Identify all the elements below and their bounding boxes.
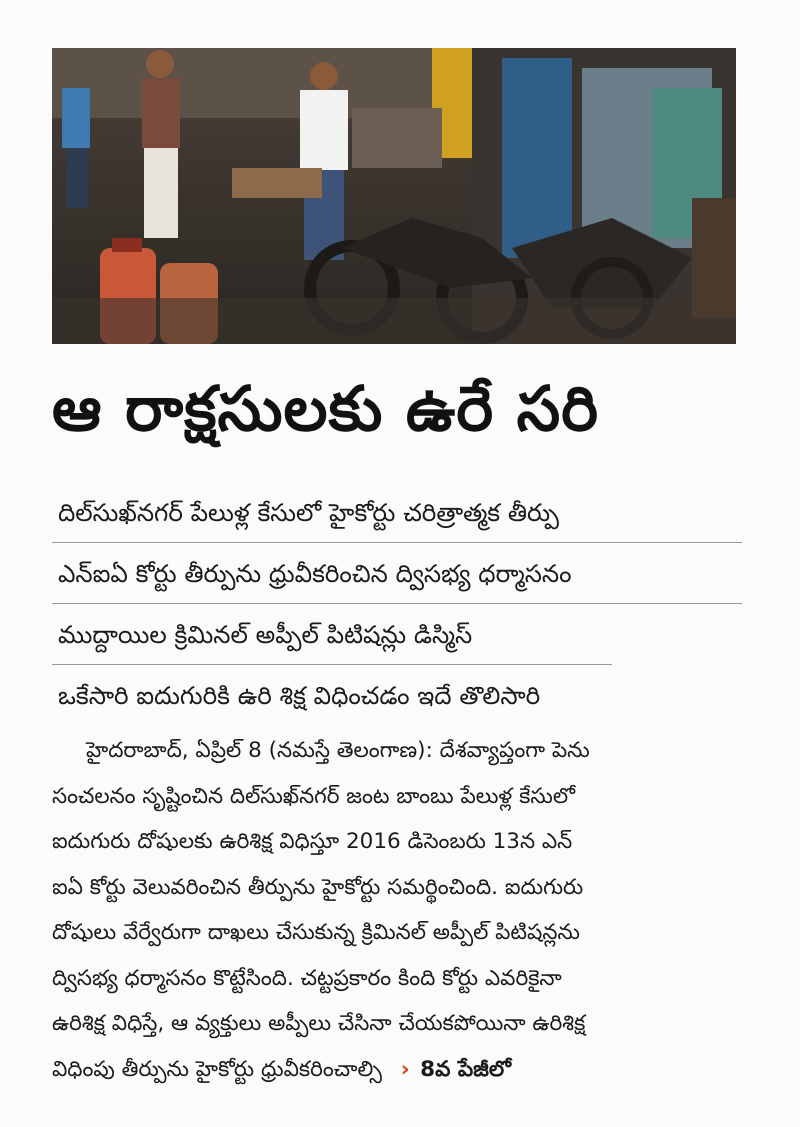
body-line: విధింపు తీర్పును హైకోర్టు ధ్రువీకరించాల్సి <box>52 1056 382 1082</box>
body-line: ద్విసభ్య ధర్మాసనం కొట్టేసింది. చట్టప్రకారం కింది కోర్టు ఎవరికైనా <box>52 965 562 991</box>
subhead-2 <box>52 543 742 604</box>
body-line: సంచలనం సృష్టించిన దిల్‌సుఖ్‌నగర్ జంట బాంబు పేలుళ్ల కేసులో <box>52 783 575 809</box>
subhead-4 <box>52 665 742 726</box>
subhead-4-text: ఒకేసారి ఐదుగురికి ఉరి శిక్ష విధించడం ఇదే తొలిసారి <box>58 681 541 710</box>
body-line: దోషులు వేర్వేరుగా దాఖలు చేసుకున్న క్రిమినల్ అప్పీల్ పిటిషన్లను <box>52 920 580 945</box>
subheads <box>52 482 742 726</box>
article-body <box>52 728 742 1092</box>
subhead-2-text: ఎన్ఐఏ కోర్టు తీర్పును ధ్రువీకరించిన ద్విసభ్య ధర్మాసనం <box>58 559 572 588</box>
body-line: ఐఏ కోర్టు వెలువరించిన తీర్పును హైకోర్టు సమర్థించింది. ఐదుగురు <box>52 874 584 900</box>
body-line: హైదరాబాద్, ఏప్రిల్ 8 (నమస్తే తెలంగాణ): దేశవ్యాప్తంగా పెను <box>86 738 590 763</box>
headline: ఆ రాక్షసులకు ఉరే సరి <box>52 372 599 445</box>
continuation-label: 8వ పేజీలో <box>420 1056 512 1082</box>
photo-icon <box>52 48 736 344</box>
subhead-3 <box>52 604 742 665</box>
chevron-right-icon: › <box>400 1056 410 1082</box>
news-photo <box>52 48 736 344</box>
body-last-line <box>52 1047 742 1093</box>
body-line: ఉరిశిక్ష విధిస్తే, ఆ వ్యక్తులు అప్పీలు చేసినా చేయకపోయినా ఉరిశిక్ష <box>52 1011 586 1036</box>
body-line: ఐదుగురు దోషులకు ఉరిశిక్ష విధిస్తూ 2016 డిసెంబరు 13న ఎన్ <box>52 829 573 854</box>
subhead-1 <box>52 482 742 543</box>
subhead-3-text: ముద్దాయిల క్రిమినల్ అప్పీల్ పిటిషన్లు డిస్మిస్ <box>58 620 473 649</box>
subhead-1-text: దిల్‌సుఖ్‌నగర్ పేలుళ్ల కేసులో హైకోర్టు చరిత్రాత్మక తీర్పు <box>58 498 559 527</box>
continuation-link[interactable] <box>401 1047 511 1093</box>
